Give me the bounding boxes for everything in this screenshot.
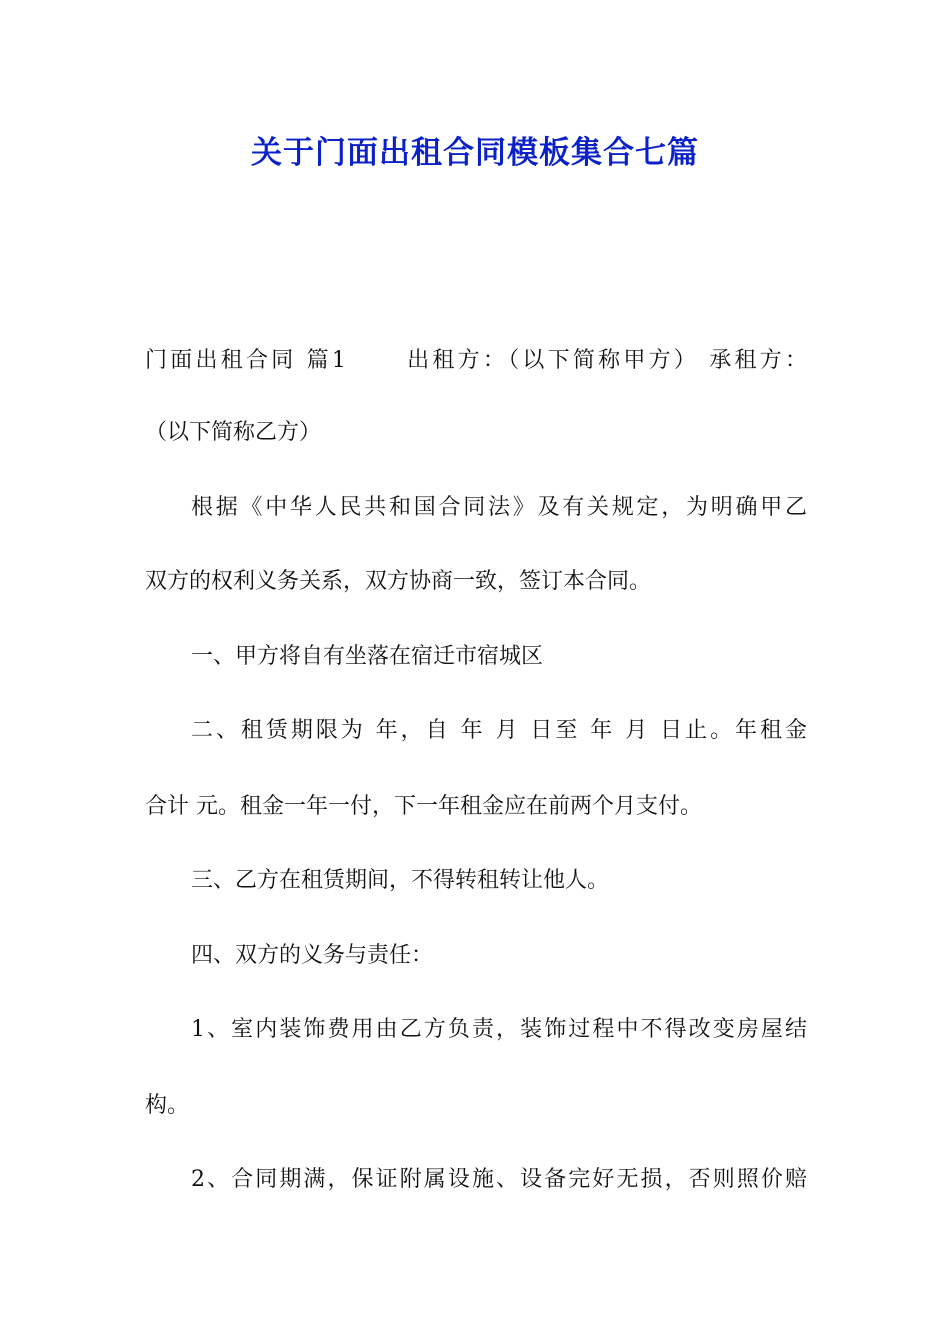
clause-line: 二、租赁期限为 年，自 年 月 日至 年 月 日止。年租金 bbox=[191, 718, 807, 743]
document-title: 关于门面出租合同模板集合七篇 bbox=[251, 135, 699, 171]
clause-line: 合计 元。租金一年一付，下一年租金应在前两个月支付。 bbox=[145, 794, 702, 819]
paragraph-line: （以下简称乙方） bbox=[145, 420, 322, 445]
clause-line: 三、乙方在租赁期间，不得转租转让他人。 bbox=[191, 868, 610, 893]
item-line: 2、合同期满，保证附属设施、设备完好无损，否则照价赔 bbox=[191, 1167, 807, 1192]
section-heading: 门面出租合同 篇1 bbox=[145, 348, 346, 373]
clause-line: 四、双方的义务与责任： bbox=[191, 943, 434, 968]
item-line: 1、室内装饰费用由乙方负责，装饰过程中不得改变房屋结 bbox=[191, 1017, 807, 1042]
item-line: 构。 bbox=[145, 1093, 190, 1118]
paragraph-line: 根据《中华人民共和国合同法》及有关规定，为明确甲乙 bbox=[191, 495, 807, 520]
paragraph-line: 双方的权利义务关系，双方协商一致，签订本合同。 bbox=[145, 569, 652, 594]
paragraph-line bbox=[145, 346, 807, 376]
clause-line: 一、甲方将自有坐落在宿迁市宿城区 bbox=[191, 644, 544, 669]
parties-text: 出租方：（以下简称甲方） 承租方： bbox=[403, 348, 807, 373]
